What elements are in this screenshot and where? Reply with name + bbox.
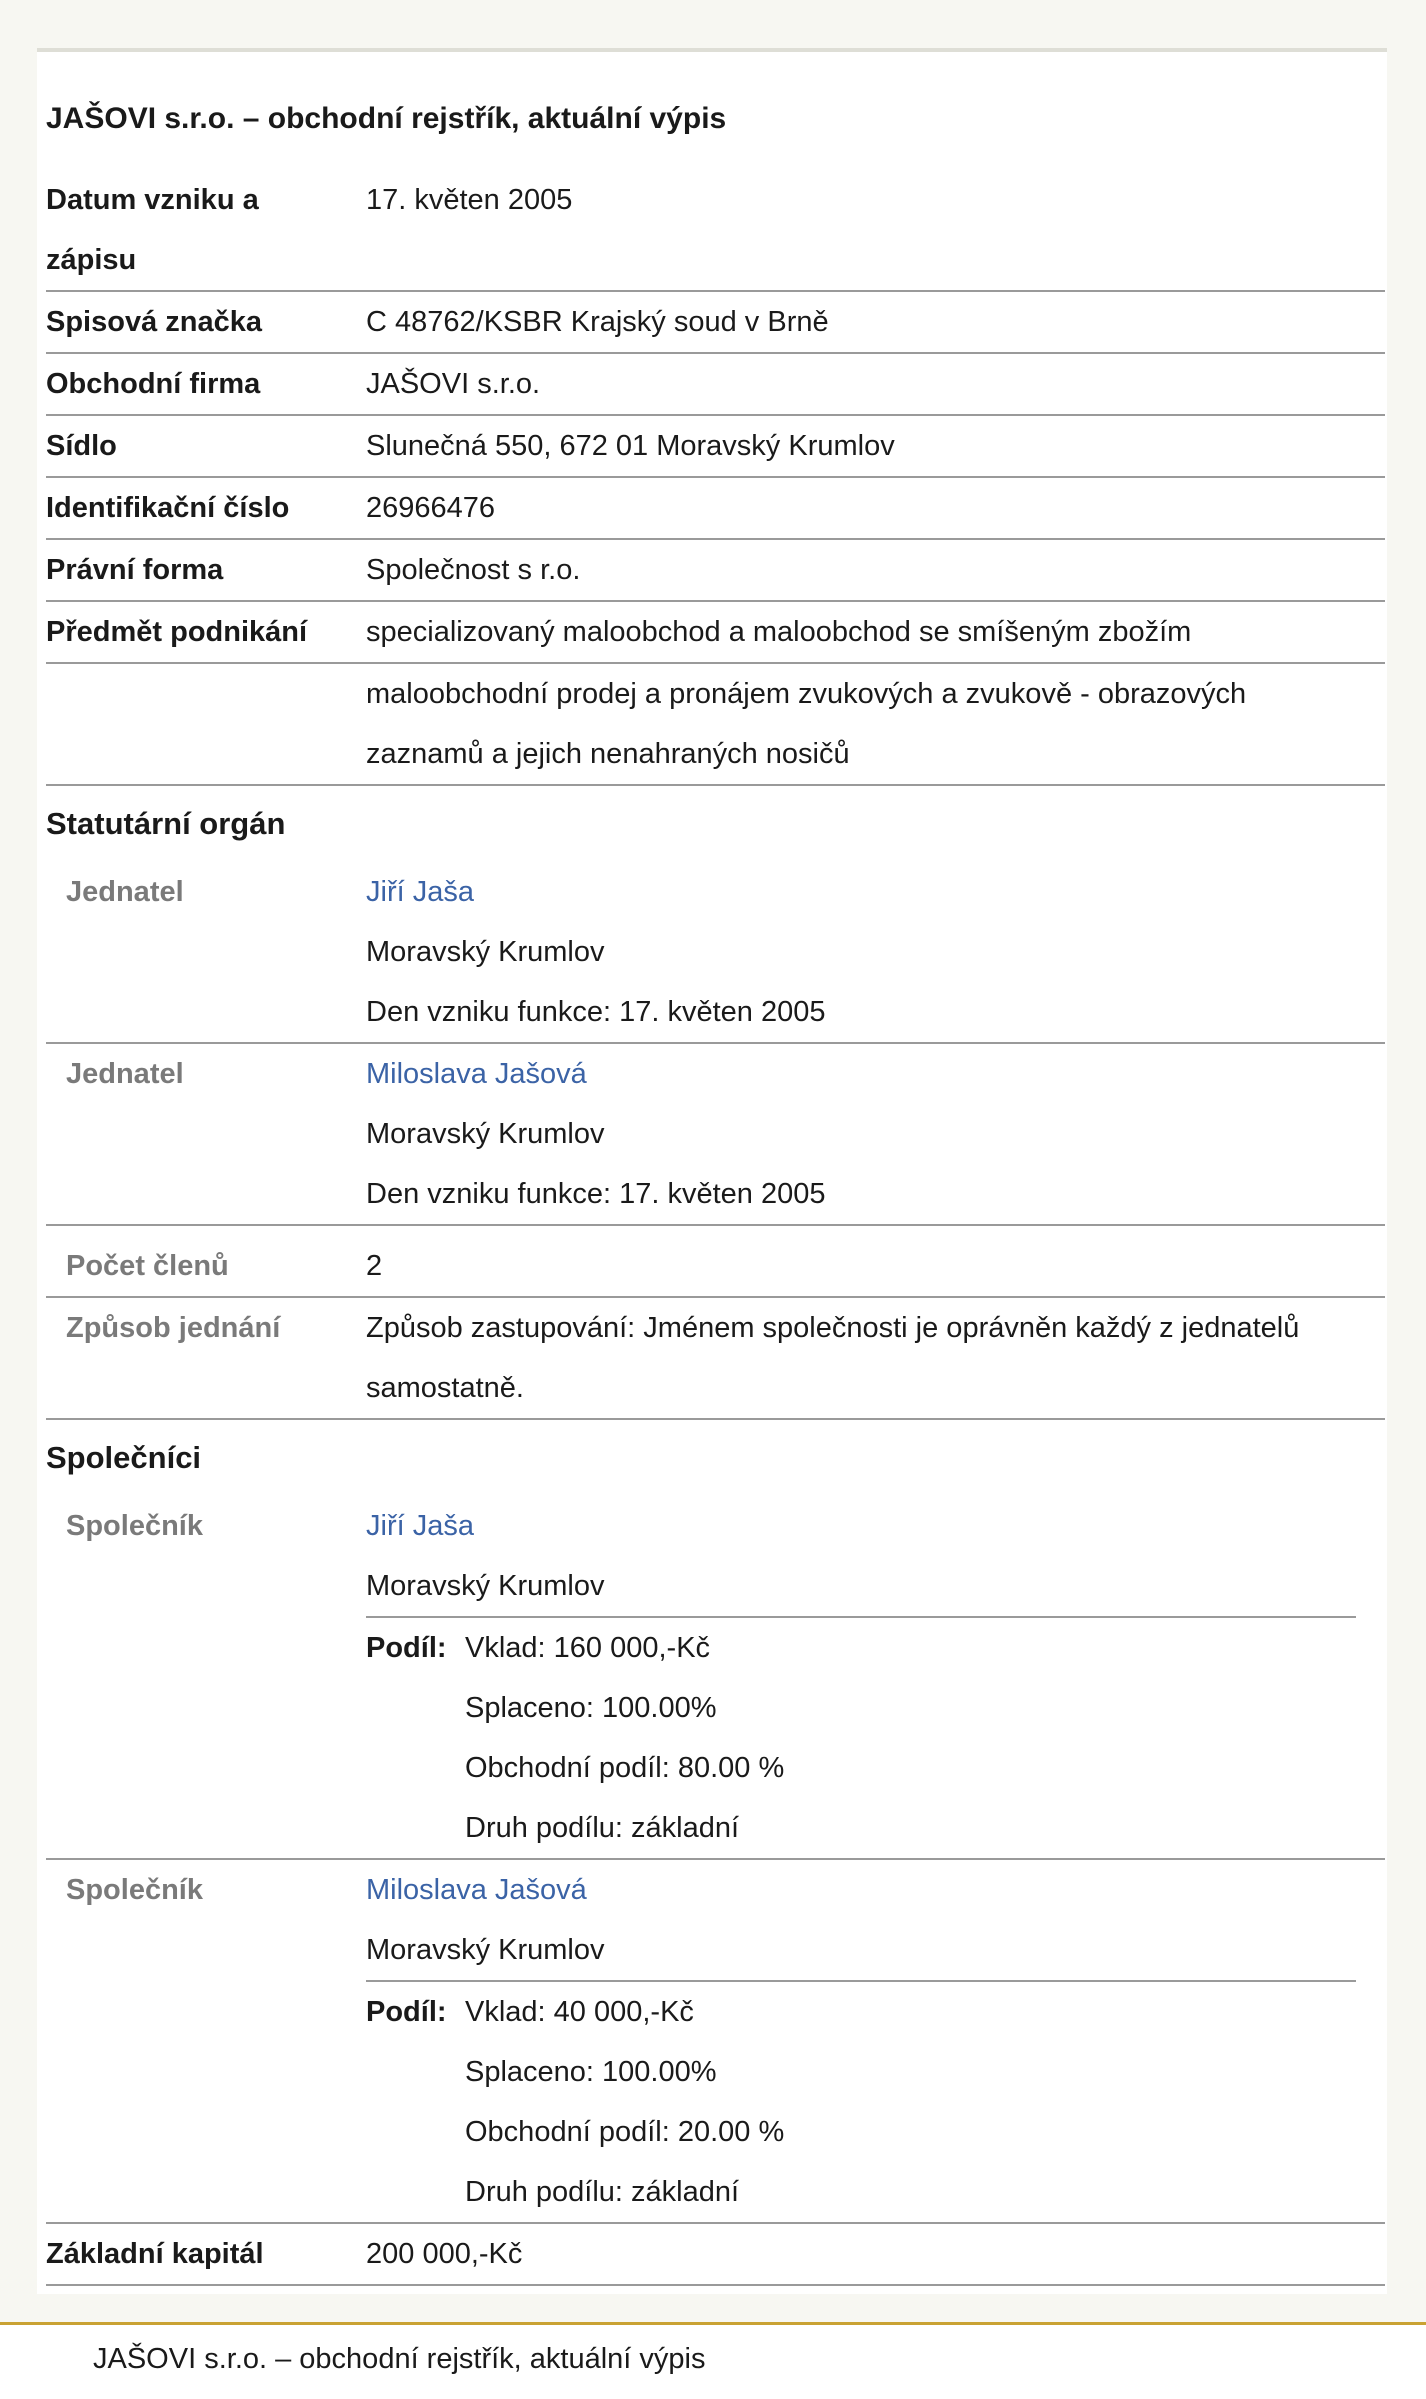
row-label: Počet členů xyxy=(66,1250,229,1282)
row-obchodni-firma xyxy=(46,354,1385,416)
row-label: Způsob jednání xyxy=(66,1312,281,1344)
row-label: Základní kapitál xyxy=(46,2238,264,2270)
row-pocet-clenu xyxy=(46,1226,1385,1298)
row-label-empty xyxy=(46,664,366,784)
value-line: maloobchodní prodej a pronájem zvukových a zvukově - obrazových xyxy=(366,678,1247,710)
person-link[interactable]: Jiří Jaša xyxy=(366,876,474,908)
value-line: Způsob zastupování: Jménem společnosti je oprávněn každý z jednatelů xyxy=(366,1312,1300,1344)
value-line: zaznamů a jejich nenahraných nosičů xyxy=(366,738,850,770)
person-since: Den vzniku funkce: 17. květen 2005 xyxy=(366,1178,826,1210)
row-label: Předmět podnikání xyxy=(46,616,308,648)
row-value xyxy=(366,1496,1385,1858)
row-value: C 48762/KSBR Krajský soud v Brně xyxy=(366,306,829,338)
row-label: Spisová značka xyxy=(46,306,262,338)
person-place: Moravský Krumlov xyxy=(366,1934,605,1966)
share-splaceno: Splaceno: 100.00% xyxy=(465,2056,717,2088)
row-value xyxy=(366,664,1385,784)
row-value xyxy=(366,1860,1385,2222)
row-zpusob-jednani xyxy=(46,1298,1385,1420)
row-value xyxy=(366,862,1385,1042)
person-place: Moravský Krumlov xyxy=(366,1570,605,1602)
row-label: Jednatel xyxy=(66,876,184,908)
section-statutarni-organ: Statutární orgán xyxy=(46,806,286,841)
footer-bar xyxy=(0,2322,1426,2399)
share-druh: Druh podílu: základní xyxy=(465,1812,740,1844)
row-spolecnik xyxy=(46,1860,1385,2224)
share-splaceno: Splaceno: 100.00% xyxy=(465,1692,717,1724)
row-label: Společník xyxy=(66,1510,203,1542)
row-predmet-podnikani-2 xyxy=(46,664,1385,786)
share-values xyxy=(465,1618,1356,1858)
row-value: specializovaný maloobchod a maloobchod se smíšeným zbožím xyxy=(366,616,1192,648)
value-line: samostatně. xyxy=(366,1372,524,1404)
row-value: 26966476 xyxy=(366,492,496,524)
person-place: Moravský Krumlov xyxy=(366,1118,605,1150)
row-label xyxy=(46,170,366,290)
row-spisova-znacka xyxy=(46,292,1385,354)
label-line: Datum vzniku a xyxy=(46,184,259,216)
row-value: Společnost s r.o. xyxy=(366,554,581,586)
share-druh: Druh podílu: základní xyxy=(465,2176,740,2208)
row-identifikacni-cislo xyxy=(46,478,1385,540)
row-value: JAŠOVI s.r.o. xyxy=(366,368,541,400)
person-link[interactable]: Miloslava Jašová xyxy=(366,1058,587,1090)
row-jednatel xyxy=(46,1044,1385,1226)
row-value xyxy=(366,1044,1385,1224)
row-value: 200 000,-Kč xyxy=(366,2238,523,2270)
row-label: Právní forma xyxy=(46,554,224,586)
person-since: Den vzniku funkce: 17. květen 2005 xyxy=(366,996,826,1028)
share-obchodni-podil: Obchodní podíl: 20.00 % xyxy=(465,2116,785,2148)
row-value: Slunečná 550, 672 01 Moravský Krumlov xyxy=(366,430,895,462)
share-label: Podíl: xyxy=(366,1632,447,1664)
page-title: JAŠOVI s.r.o. – obchodní rejstřík, aktuální výpis xyxy=(46,102,727,135)
share-obchodni-podil: Obchodní podíl: 80.00 % xyxy=(465,1752,785,1784)
person-link[interactable]: Miloslava Jašová xyxy=(366,1874,587,1906)
label-line: zápisu xyxy=(46,244,137,276)
row-pravni-forma xyxy=(46,540,1385,602)
row-label: Obchodní firma xyxy=(46,368,261,400)
row-zakladni-kapital xyxy=(46,2224,1385,2286)
row-label: Jednatel xyxy=(66,1058,184,1090)
register-content xyxy=(46,52,1385,2286)
row-label: Sídlo xyxy=(46,430,117,462)
share-block xyxy=(366,1980,1356,2222)
row-label: Společník xyxy=(66,1874,203,1906)
row-value xyxy=(366,1298,1385,1418)
footer-title: JAŠOVI s.r.o. – obchodní rejstřík, aktuální výpis xyxy=(93,2343,706,2375)
section-spolecnici: Společníci xyxy=(46,1440,202,1475)
row-value: 17. květen 2005 xyxy=(366,184,573,216)
person-link[interactable]: Jiří Jaša xyxy=(366,1510,474,1542)
row-jednatel xyxy=(46,862,1385,1044)
row-predmet-podnikani xyxy=(46,602,1385,664)
row-sidlo xyxy=(46,416,1385,478)
person-place: Moravský Krumlov xyxy=(366,936,605,968)
row-datum-vzniku xyxy=(46,170,1385,292)
share-block xyxy=(366,1616,1356,1858)
register-card xyxy=(37,48,1387,2294)
row-value: 2 xyxy=(366,1250,383,1282)
row-spolecnik xyxy=(46,1496,1385,1860)
share-label: Podíl: xyxy=(366,1996,447,2028)
row-label: Identifikační číslo xyxy=(46,492,290,524)
share-vklad: Vklad: 40 000,-Kč xyxy=(465,1996,694,2028)
share-values xyxy=(465,1982,1356,2222)
share-vklad: Vklad: 160 000,-Kč xyxy=(465,1632,711,1664)
